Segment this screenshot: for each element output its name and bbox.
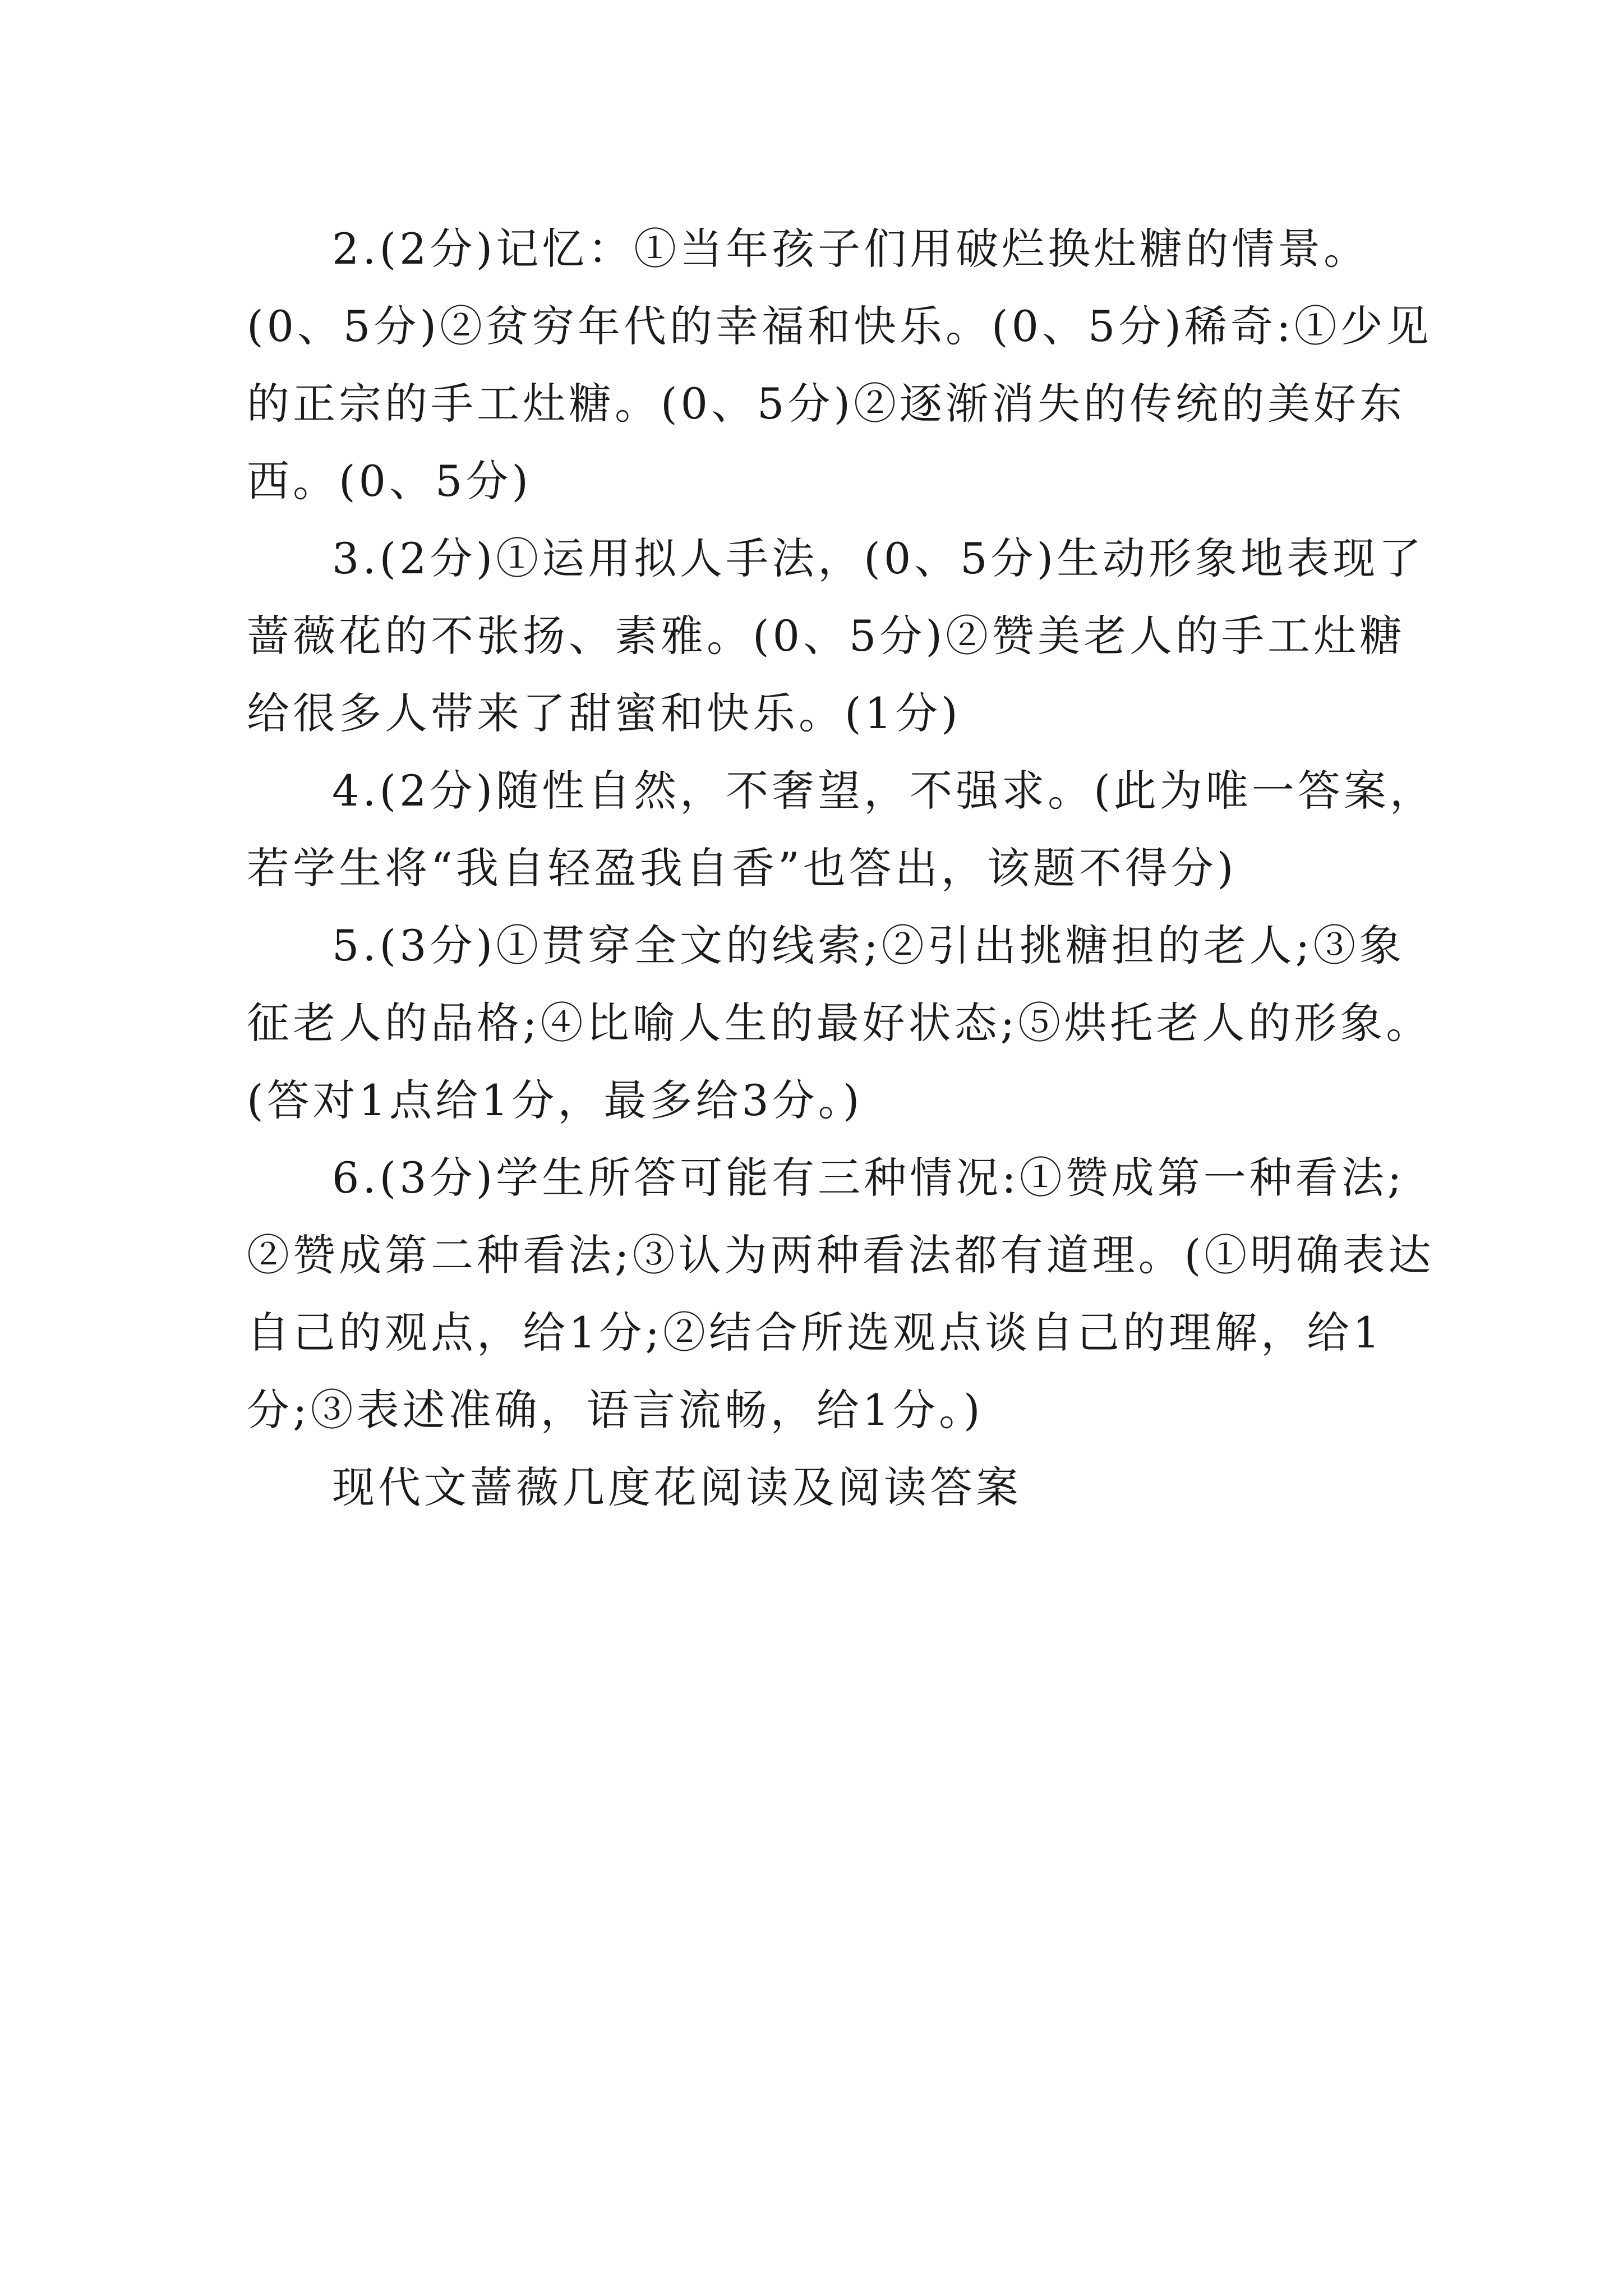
- answer-paragraph-2: 2.(2分)记忆：①当年孩子们用破烂换灶糖的情景。(0、5分)②贫穷年代的幸福和快乐。(0、5分)稀奇:①少见的正宗的手工灶糖。(0、5分)②逐渐消失的传统的美好东西。(0、5分): [247, 224, 1432, 506]
- answer-content: [247, 210, 1436, 1526]
- answer-paragraph-4: 4.(2分)随性自然，不奢望，不强求。(此为唯一答案，若学生将“我自轻盈我自香”也答出，该题不得分): [247, 766, 1436, 893]
- answer-paragraph-3: 3.(2分)①运用拟人手法，(0、5分)生动形象地表现了蔷薇花的不张扬、素雅。(0、5分)②赞美老人的手工灶糖给很多人带来了甜蜜和快乐。(1分): [247, 533, 1425, 738]
- answer-paragraph-5: 5.(3分)①贯穿全文的线索;②引出挑糖担的老人;③象征老人的品格;④比喻人生的最好状态;⑤烘托老人的形象。(答对1点给1分，最多给3分。): [247, 921, 1432, 1125]
- answer-paragraph-6: 6.(3分)学生所答可能有三种情况:①赞成第一种看法;②赞成第二种看法;③认为两种看法都有道理。(①明确表达自己的观点，给1分;②结合所选观点谈自己的理解，给1分;③表述准确，语言流畅，给1分。): [247, 1153, 1435, 1435]
- document-title-line: 现代文蔷薇几度花阅读及阅读答案: [332, 1462, 1022, 1512]
